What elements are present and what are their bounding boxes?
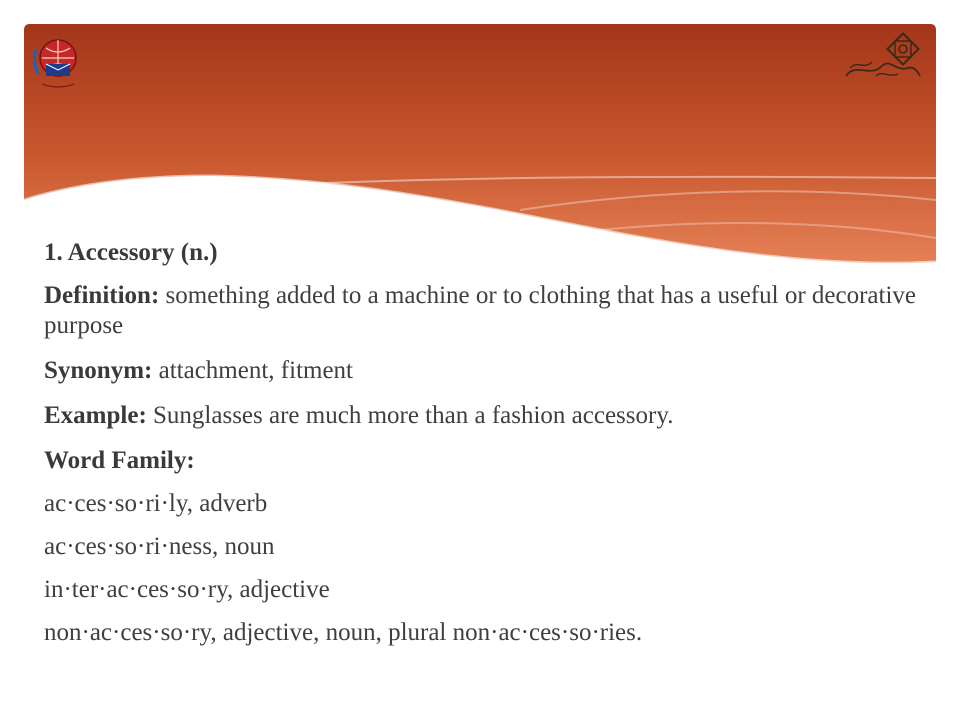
synonym: [44, 356, 916, 386]
definition-text: something added to a machine or to clothing that has a useful or decorative purpose: [44, 282, 916, 339]
definition: [44, 281, 916, 341]
word-family-label: Word Family:: [44, 447, 195, 474]
word-family-item: in·ter·ac·ces·so·ry, adjective: [44, 576, 330, 603]
header-banner: [0, 0, 960, 270]
word-family-item: non·ac·ces·so·ry, adjective, noun, plural non·ac·ces·so·ries.: [44, 619, 643, 646]
synonym-label: Synonym:: [44, 357, 153, 384]
example-label: Example:: [44, 402, 147, 429]
word-family-item: ac·ces·so·ri·ly, adverb: [44, 490, 268, 517]
definition-label: Definition:: [44, 282, 160, 309]
entry-heading: 1. Accessory (n.): [44, 239, 218, 266]
university-logo: [842, 32, 922, 93]
edc-logo: [32, 34, 80, 99]
example-text: Sunglasses are much more than a fashion accessory.: [153, 402, 674, 429]
word-family-item: ac·ces·so·ri·ness, noun: [44, 533, 275, 560]
vocabulary-entry: [44, 238, 916, 661]
synonym-text: attachment, fitment: [158, 357, 353, 384]
example: [44, 401, 916, 431]
